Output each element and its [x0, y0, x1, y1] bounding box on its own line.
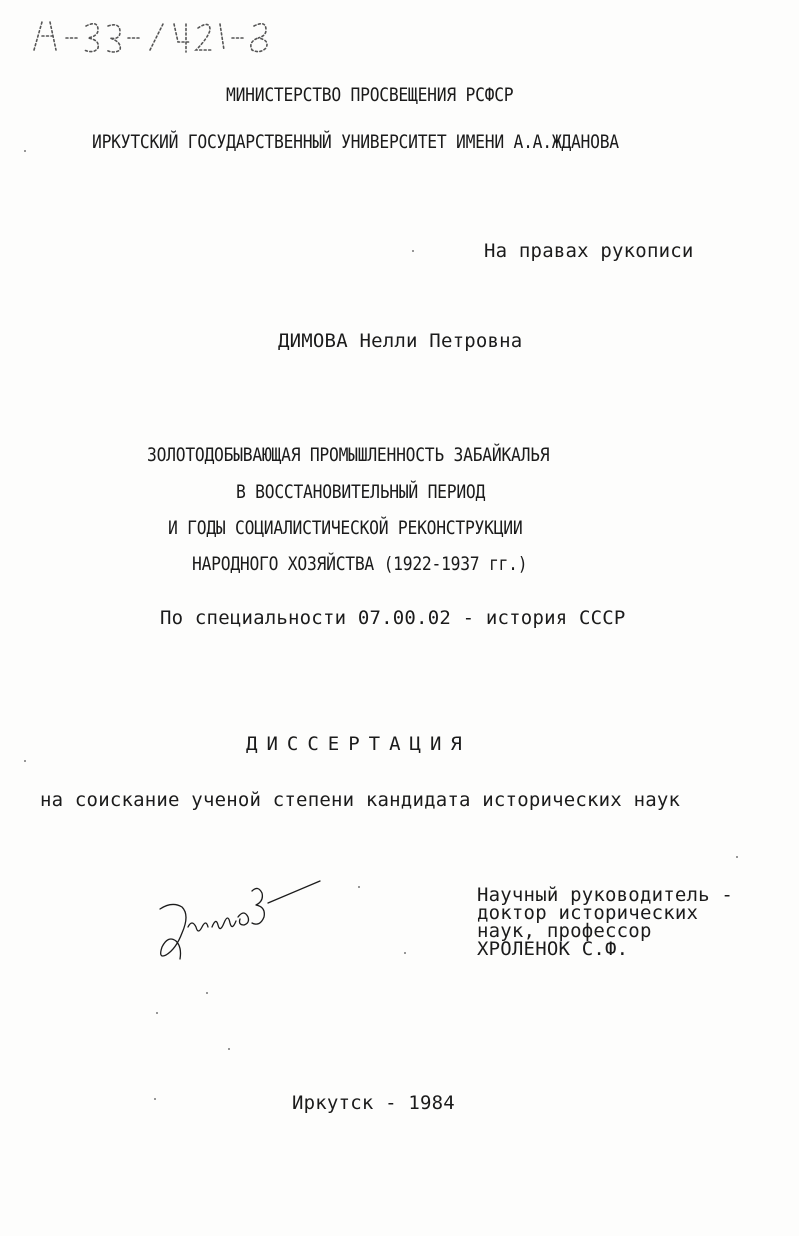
scan-speck	[412, 250, 414, 252]
scan-speck	[156, 1012, 158, 1014]
supervisor-line-2: доктор исторических	[477, 902, 699, 924]
title-line-3: И ГОДЫ СОЦИАЛИСТИЧЕСКОЙ РЕКОНСТРУКЦИИ	[168, 517, 523, 539]
degree-line: на соискание ученой степени кандидата исторических наук	[40, 789, 681, 811]
place-year: Иркутск - 1984	[292, 1092, 455, 1114]
title-line-2: В ВОССТАНОВИТЕЛЬНЫЙ ПЕРИОД	[236, 481, 486, 503]
author-signature	[152, 875, 327, 965]
scan-speck	[24, 760, 26, 762]
author-name: ДИМОВА Нелли Петровна	[278, 330, 523, 352]
ministry-heading: МИНИСТЕРСТВО ПРОСВЕЩЕНИЯ РСФСР	[226, 84, 514, 106]
manuscript-note: На правах рукописи	[484, 240, 694, 262]
scan-speck	[154, 1098, 156, 1100]
scan-speck	[736, 856, 738, 858]
scan-speck	[358, 886, 360, 888]
supervisor-line-1: Научный руководитель -	[477, 884, 734, 906]
university-heading: ИРКУТСКИЙ ГОСУДАРСТВЕННЫЙ УНИВЕРСИТЕТ ИМЕНИ А.А.ЖДАНОВА	[92, 131, 619, 153]
document-type: ДИССЕРТАЦИЯ	[246, 733, 471, 755]
title-line-1: ЗОЛОТОДОБЫВАЮЩАЯ ПРОМЫШЛЕННОСТЬ ЗАБАЙКАЛЬЯ	[147, 444, 550, 466]
supervisor-line-4: ХРОЛЕНОК С.Ф.	[477, 938, 629, 960]
supervisor-line-3: наук, профессор	[477, 920, 652, 942]
scan-speck	[24, 150, 26, 152]
scan-speck	[404, 952, 406, 954]
title-line-4: НАРОДНОГО ХОЗЯЙСТВА (1922-1937 гг.)	[192, 553, 528, 575]
handwritten-catalog-mark	[28, 12, 288, 62]
scan-speck	[228, 1048, 230, 1050]
scan-speck	[206, 992, 208, 994]
specialty-line: По специальности 07.00.02 - история СССР	[160, 607, 626, 629]
